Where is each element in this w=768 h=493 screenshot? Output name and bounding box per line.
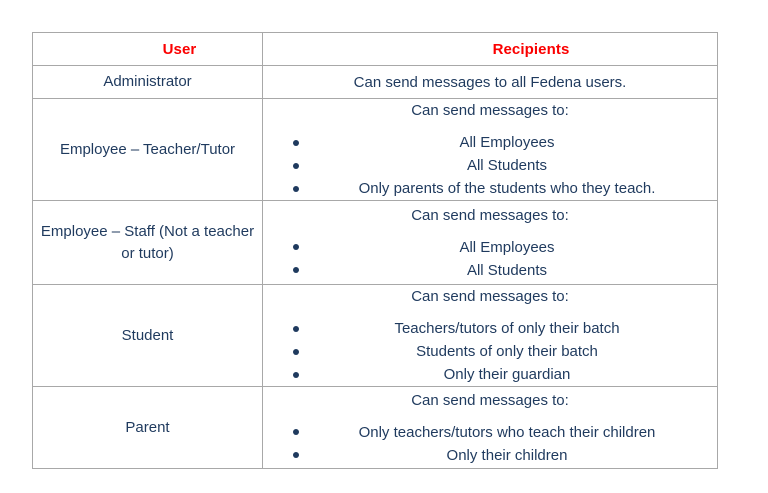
recipients-cell <box>263 201 718 285</box>
bullet-label: Only their guardian <box>443 366 571 383</box>
bullet-dot-icon <box>293 244 299 250</box>
table-row-parent <box>33 387 718 469</box>
table-row-student <box>33 285 718 387</box>
bullet-dot-icon <box>293 163 299 169</box>
bullet-dot-icon <box>293 349 299 355</box>
recipients-intro: Can send messages to: <box>411 288 569 305</box>
table-header-row <box>33 33 718 66</box>
user-cell: Employee – Teacher/Tutor <box>33 99 263 201</box>
user-recipients-table <box>32 32 718 469</box>
bullet-item <box>263 154 717 177</box>
recipients-intro: Can send messages to: <box>411 102 569 119</box>
bullet-item <box>263 177 717 200</box>
column-header-user: User <box>33 33 263 66</box>
bullet-label: All Employees <box>459 134 555 151</box>
bullet-item <box>263 444 717 467</box>
recipients-cell <box>263 285 718 387</box>
bullet-label: Only teachers/tutors who teach their children <box>358 423 656 441</box>
table-row-employee-teacher <box>33 99 718 201</box>
user-cell: Student <box>33 285 263 387</box>
bullet-label: Only their children <box>446 446 568 464</box>
bullet-dot-icon <box>293 186 299 192</box>
bullet-item <box>263 131 717 154</box>
bullet-label: Students of only their batch <box>416 343 598 360</box>
bullet-item <box>263 236 717 259</box>
user-cell: Employee – Staff (Not a teacher or tutor) <box>33 201 263 285</box>
table-row-employee-staff <box>33 201 718 285</box>
bullet-item <box>263 259 717 282</box>
recipients-cell <box>263 66 718 99</box>
user-cell: Administrator <box>33 66 263 99</box>
bullet-dot-icon <box>293 326 299 332</box>
recipients-text: Can send messages to all Fedena users. <box>353 73 627 91</box>
bullet-item <box>263 340 717 363</box>
bullet-label: Only parents of the students who they teach. <box>358 180 656 197</box>
bullet-label: All Students <box>466 157 548 174</box>
bullet-dot-icon <box>293 372 299 378</box>
column-header-recipients: Recipients <box>263 33 718 66</box>
bullet-dot-icon <box>293 267 299 273</box>
table-row-administrator <box>33 66 718 99</box>
recipients-cell <box>263 387 718 469</box>
recipients-intro: Can send messages to: <box>411 206 569 224</box>
bullet-dot-icon <box>293 140 299 146</box>
bullet-item <box>263 363 717 386</box>
bullet-label: All Students <box>466 261 548 279</box>
bullet-label: All Employees <box>459 238 555 256</box>
bullet-dot-icon <box>293 452 299 458</box>
recipients-cell <box>263 99 718 201</box>
user-recipients-table-container <box>32 32 718 469</box>
recipients-intro: Can send messages to: <box>411 391 569 409</box>
bullet-item <box>263 317 717 340</box>
user-cell: Parent <box>33 387 263 469</box>
bullet-item <box>263 421 717 444</box>
bullet-dot-icon <box>293 429 299 435</box>
bullet-label: Teachers/tutors of only their batch <box>394 320 620 337</box>
